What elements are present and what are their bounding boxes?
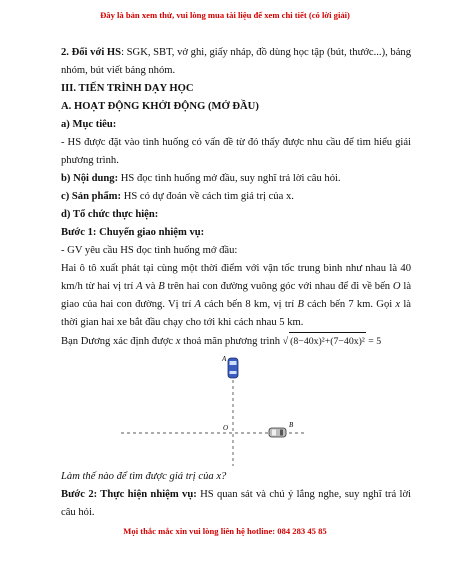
label-b: B (289, 421, 294, 429)
gv-instruction: - GV yêu cầu HS đọc tình huống mở đầu: (61, 245, 238, 256)
muc-tieu-text: - HS được đặt vào tình huống có vấn đề từ đó thấy được nhu cầu để tìm hiểu giải phương trình. (61, 137, 411, 166)
car-a-icon (228, 358, 238, 378)
to-chuc-label: d) Tổ chức thực hiện: (61, 209, 159, 220)
buoc-2-paragraph (61, 486, 411, 522)
equation-pre: Bạn Dương xác định được (61, 336, 176, 347)
buoc-2-text: HS quan sát và chú ý lắng nghe, suy nghĩ trả lời câu hỏi. (61, 489, 411, 518)
problem-text-7: là thời gian hai xe bắt đầu chạy cho tới khi cách nhau 5 km. (61, 299, 412, 328)
equation-paragraph (61, 332, 411, 351)
section-2-text: : SGK, SBT, vở ghi, giấy nháp, đồ dùng học tập (bút, thước...), bảng nhóm, bút viết bảng nhóm. (61, 47, 411, 76)
top-banner: Đây là bản xem thử, vui lòng mua tài liệu để xem chi tiết (có lời giải) (100, 10, 350, 20)
noi-dung-paragraph (61, 170, 411, 188)
section-2-paragraph (61, 44, 411, 80)
problem-paragraph (61, 260, 411, 332)
label-a: A (222, 355, 227, 363)
muc-tieu-label: a) Mục tiêu: (61, 119, 117, 130)
san-pham-label: c) Sản phẩm: (61, 191, 122, 202)
var-b: B (158, 281, 165, 292)
san-pham-text: HS có dự đoán về cách tìm giá trị của x. (121, 191, 294, 202)
problem-text-4: là giao của hai con đường. Vị trí (61, 281, 412, 310)
problem-text-6: cách bến 7 km. Gọi (303, 299, 396, 310)
var-a: A (136, 281, 143, 292)
problem-text-5: cách bến 8 km, vị trí (201, 299, 298, 310)
roads-figure (61, 352, 411, 468)
buoc-2-label: Bước 2: Thực hiện nhiệm vụ: (61, 489, 197, 500)
san-pham-paragraph (61, 188, 411, 206)
car-b-icon (269, 428, 286, 437)
noi-dung-label: b) Nội dung: (61, 173, 119, 184)
equation-rhs: = 5 (365, 336, 382, 347)
var-o: O (392, 281, 401, 292)
var-a-2: A (194, 299, 201, 310)
buoc-1-label: Bước 1: Chuyển giao nhiệm vụ: (61, 227, 205, 238)
problem-text-2: và (142, 281, 159, 292)
equation-mid: thoả mãn phương trình (180, 336, 283, 347)
problem-text-3: trên hai con đường vuông góc với nhau để đi về bến (164, 281, 393, 292)
label-o: O (223, 424, 229, 432)
var-x: x (395, 299, 401, 310)
var-b-2: B (297, 299, 304, 310)
equation-var-x: x (175, 336, 181, 347)
problem-text-1: Hai ô tô xuất phát tại cùng một thời điểm với vận tốc trung bình như nhau là 40 km/h từ hai vị trí (61, 263, 411, 292)
equation: √ (8−40x)²+(7−40x)² = 5 (283, 332, 381, 351)
heading-a: A. HOẠT ĐỘNG KHỞI ĐỘNG (MỞ ĐẦU) (61, 101, 259, 112)
document-body (61, 44, 411, 522)
roads-diagram (61, 352, 411, 468)
heading-iii: III. TIẾN TRÌNH DẠY HỌC (61, 83, 194, 94)
bottom-banner: Mọi thắc mắc xin vui lòng liên hệ hotline: 084 283 45 85 (123, 526, 327, 536)
noi-dung-text: HS đọc tình huống mở đầu, suy nghĩ trả lời câu hỏi. (118, 173, 341, 184)
equation-radicand: (8−40x)²+(7−40x)² (289, 332, 366, 351)
section-2-label: 2. Đối với HS (61, 47, 122, 58)
question-text: Làm thế nào để tìm được giá trị của x? (61, 471, 227, 482)
